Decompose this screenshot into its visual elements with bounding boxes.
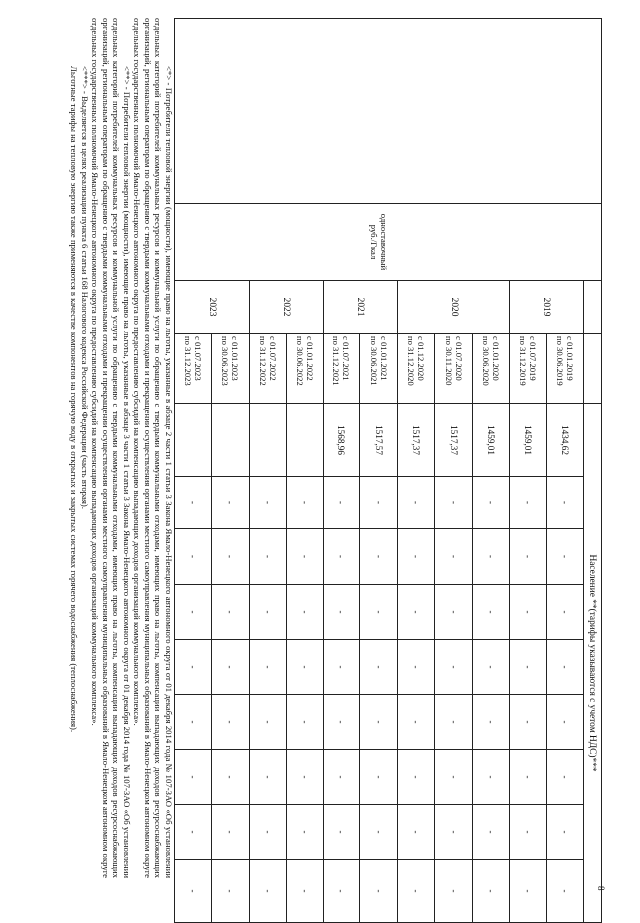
empty-dash-cell: - xyxy=(546,860,583,923)
period-end: по 30.11.2020 xyxy=(443,336,454,386)
empty-dash-cell: - xyxy=(323,585,360,640)
empty-dash-cell: - xyxy=(249,477,286,529)
period-start: с 01.01.2019 xyxy=(564,336,575,381)
empty-dash-cell: - xyxy=(249,529,286,585)
period-end: по 30.06.2020 xyxy=(480,336,491,386)
period-cell xyxy=(360,334,398,404)
empty-dash-cell: - xyxy=(546,695,583,750)
empty-dash-cell: - xyxy=(509,529,546,585)
empty-dash-cell: - xyxy=(286,477,323,529)
empty-dash-cell: - xyxy=(546,477,583,529)
header-row xyxy=(583,19,601,923)
empty-dash-cell: - xyxy=(249,750,286,805)
period-start: с 01.07.2019 xyxy=(527,336,538,381)
empty-dash-cell: - xyxy=(509,750,546,805)
empty-dash-cell: - xyxy=(323,640,360,695)
empty-dash-cell: - xyxy=(360,750,398,805)
empty-dash-cell: - xyxy=(546,585,583,640)
empty-dash-cell: - xyxy=(435,585,473,640)
empty-dash-cell: - xyxy=(286,695,323,750)
empty-dash-cell: - xyxy=(360,477,398,529)
empty-dash-cell: - xyxy=(398,750,435,805)
empty-dash-cell: - xyxy=(175,750,212,805)
empty-dash-cell: - xyxy=(211,529,249,585)
year-cell: 2023 xyxy=(175,281,250,334)
year-cell: 2020 xyxy=(398,281,510,334)
empty-dash-cell: - xyxy=(398,585,435,640)
empty-dash-cell: - xyxy=(175,529,212,585)
year-cell: 2021 xyxy=(323,281,398,334)
empty-dash-cell: - xyxy=(211,640,249,695)
period-start: с 01.07.2022 xyxy=(267,336,278,381)
footnote-3: <***> - Выделяется в целях реализации пункта 6 статьи 168 Налогового кодекса Российской Федерации (часть вторая). xyxy=(79,66,90,509)
empty-dash-cell: - xyxy=(360,860,398,923)
empty-dash-cell: - xyxy=(249,805,286,860)
tariff-table xyxy=(174,18,602,923)
empty-dash-cell: - xyxy=(211,477,249,529)
footnotes xyxy=(69,18,174,878)
period-cell xyxy=(175,334,212,404)
period-cell xyxy=(398,334,435,404)
empty-dash-cell: - xyxy=(175,477,212,529)
period-start: с 01.07.2023 xyxy=(192,336,203,381)
footnote-4: Льготные тарифы на тепловую энергию также применяются в качестве компонентов на горячую воду в открытых и закрытых системах горячего водоснабжения (теплоснабжения). xyxy=(69,66,80,733)
empty-dash-cell: - xyxy=(175,860,212,923)
empty-dash-cell: - xyxy=(360,529,398,585)
empty-dash-cell: - xyxy=(286,805,323,860)
empty-dash-cell: - xyxy=(473,477,510,529)
blank-period-header xyxy=(583,334,601,404)
empty-dash-cell: - xyxy=(211,750,249,805)
unit-measure: руб./Гкал xyxy=(369,224,380,260)
year-cell: 2019 xyxy=(509,281,583,334)
empty-dash-cell: - xyxy=(546,750,583,805)
empty-dash-cell: - xyxy=(211,860,249,923)
empty-dash-cell: - xyxy=(435,860,473,923)
empty-dash-cell: - xyxy=(473,529,510,585)
empty-dash-cell: - xyxy=(360,585,398,640)
empty-dash-cell: - xyxy=(175,585,212,640)
empty-dash-cell: - xyxy=(398,695,435,750)
empty-dash-cell: - xyxy=(360,805,398,860)
empty-dash-cell: - xyxy=(473,750,510,805)
empty-dash-cell: - xyxy=(546,640,583,695)
unit-type: одноставочный xyxy=(379,213,390,271)
period-end: по 31.12.2019 xyxy=(517,336,528,386)
empty-dash-cell: - xyxy=(398,529,435,585)
empty-dash-cell: - xyxy=(509,805,546,860)
tariff-row xyxy=(546,19,583,923)
tariff-value: 1517,57 xyxy=(360,404,398,477)
empty-dash-cell: - xyxy=(175,640,212,695)
consumer-category-cell xyxy=(175,19,584,204)
unit-cell xyxy=(175,204,584,281)
tariff-value: 1517,37 xyxy=(435,404,473,477)
period-start: с 01.01.2021 xyxy=(378,336,389,381)
period-cell xyxy=(211,334,249,404)
tariff-value xyxy=(249,404,286,477)
empty-dash-cell: - xyxy=(249,640,286,695)
empty-dash-cell: - xyxy=(286,529,323,585)
empty-dash-cell: - xyxy=(323,860,360,923)
blank-year-header xyxy=(583,281,601,334)
period-end: по 31.12.2022 xyxy=(257,336,268,386)
empty-dash-cell: - xyxy=(509,695,546,750)
period-cell xyxy=(249,334,286,404)
period-start: с 01.07.2021 xyxy=(341,336,352,381)
empty-dash-cell: - xyxy=(435,750,473,805)
empty-dash-cell: - xyxy=(211,805,249,860)
empty-dash-cell: - xyxy=(435,640,473,695)
empty-dash-cell: - xyxy=(286,860,323,923)
empty-dash-cell: - xyxy=(435,695,473,750)
period-cell xyxy=(473,334,510,404)
period-start: с 01.01.2020 xyxy=(490,336,501,381)
empty-dash-cell: - xyxy=(398,477,435,529)
blank-corner-cell xyxy=(583,19,601,204)
empty-dash-cell: - xyxy=(546,529,583,585)
empty-dash-cell: - xyxy=(323,750,360,805)
period-start: с 01.01.2022 xyxy=(304,336,315,381)
empty-dash-cell: - xyxy=(286,640,323,695)
empty-dash-cell: - xyxy=(398,860,435,923)
period-end: по 30.06.2022 xyxy=(294,336,305,386)
empty-dash-cell: - xyxy=(249,585,286,640)
period-end: по 31.12.2020 xyxy=(406,336,417,386)
empty-dash-cell: - xyxy=(175,805,212,860)
empty-dash-cell: - xyxy=(435,477,473,529)
period-end: по 30.06.2023 xyxy=(220,336,231,386)
period-start: с 01.07.2020 xyxy=(453,336,464,381)
population-header: Население **(тарифы указываются с учетом НДС)*** xyxy=(583,404,601,923)
period-end: по 30.06.2019 xyxy=(554,336,565,386)
empty-dash-cell: - xyxy=(473,640,510,695)
footnote-2: <**> - Потребители тепловой энергии (мощности), имеющие право на льготы, указанные в абзаце 3 части 1 статьи 3 Закона Ямало-Ненецкого автономного округа от 01 декабря 2014 года № 107-ЗАО «Об установлении отдельных категорий потребителей коммунальных ресурсов и коммунальной услуги по обращению с твердыми коммунальными отходами, имеющих право на льготы, компенсации выпадающих доходов ресурсоснабжающих организаций, региональным операторам по обращению с твердыми коммунальными отходами и прекращении осуществления органами местного самоуправления муниципальных образований в Ямало-Ненецком автономном округе отдельных государственных полномочий Ямало-Ненецкого автономного округа по предоставлению субсидий на компенсацию выпадающих доходов организаций коммунального комплекса». xyxy=(90,18,132,878)
empty-dash-cell: - xyxy=(473,695,510,750)
empty-dash-cell: - xyxy=(286,585,323,640)
empty-dash-cell: - xyxy=(473,585,510,640)
empty-dash-cell: - xyxy=(398,805,435,860)
empty-dash-cell: - xyxy=(509,860,546,923)
empty-dash-cell: - xyxy=(323,529,360,585)
tariff-value xyxy=(286,404,323,477)
empty-dash-cell: - xyxy=(473,805,510,860)
year-cell: 2022 xyxy=(249,281,323,334)
empty-dash-cell: - xyxy=(360,640,398,695)
period-cell xyxy=(546,334,583,404)
empty-dash-cell: - xyxy=(286,750,323,805)
empty-dash-cell: - xyxy=(360,695,398,750)
period-cell xyxy=(509,334,546,404)
empty-dash-cell: - xyxy=(509,477,546,529)
period-start: с 01.01.2023 xyxy=(230,336,241,381)
empty-dash-cell: - xyxy=(323,805,360,860)
empty-dash-cell: - xyxy=(473,860,510,923)
tariff-value: 1568,96 xyxy=(323,404,360,477)
empty-dash-cell: - xyxy=(509,585,546,640)
tariff-value: 1459,01 xyxy=(509,404,546,477)
empty-dash-cell: - xyxy=(509,640,546,695)
tariff-value xyxy=(211,404,249,477)
tariff-value: 1459,01 xyxy=(473,404,510,477)
empty-dash-cell: - xyxy=(249,860,286,923)
blank-unit-header xyxy=(583,204,601,281)
empty-dash-cell: - xyxy=(175,695,212,750)
period-end: по 31.12.2021 xyxy=(331,336,342,386)
period-end: по 31.12.2023 xyxy=(182,336,193,386)
period-cell xyxy=(323,334,360,404)
tariff-value: 1434,62 xyxy=(546,404,583,477)
tariff-table-body xyxy=(175,19,602,923)
empty-dash-cell: - xyxy=(398,640,435,695)
page-number: 8 xyxy=(596,886,606,891)
empty-dash-cell: - xyxy=(323,695,360,750)
period-cell xyxy=(286,334,323,404)
empty-dash-cell: - xyxy=(435,529,473,585)
tariff-value xyxy=(175,404,212,477)
empty-dash-cell: - xyxy=(211,585,249,640)
empty-dash-cell: - xyxy=(546,805,583,860)
empty-dash-cell: - xyxy=(323,477,360,529)
empty-dash-cell: - xyxy=(435,805,473,860)
period-start: с 01.12.2020 xyxy=(416,336,427,381)
period-cell xyxy=(435,334,473,404)
footnote-1: <*> - Потребители тепловой энергии (мощности), имеющие право на льготы, указанные в абзаце 2 части 1 статьи 3 Закона Ямало-Ненецкого автономного округа от 01 декабря 2014 года № 107-ЗАО «Об установлении отдельных категорий потребителей коммунальных ресурсов и коммунальной услуги по обращению с твердыми коммунальными отходами, имеющих право на льготы, компенсации выпадающих доходов ресурсоснабжающих организаций, региональным операторам по обращению с твердыми коммунальными отходами и прекращении осуществления органами местного самоуправления муниципальных образований в Ямало-Ненецком автономном округе отдельных государственных полномочий Ямало-Ненецкого автономного округа по предоставлению субсидий на компенсацию выпадающих доходов организаций коммунального комплекса». xyxy=(132,18,174,878)
empty-dash-cell: - xyxy=(249,695,286,750)
period-end: по 30.06.2021 xyxy=(368,336,379,386)
tariff-value: 1517,37 xyxy=(398,404,435,477)
empty-dash-cell: - xyxy=(211,695,249,750)
